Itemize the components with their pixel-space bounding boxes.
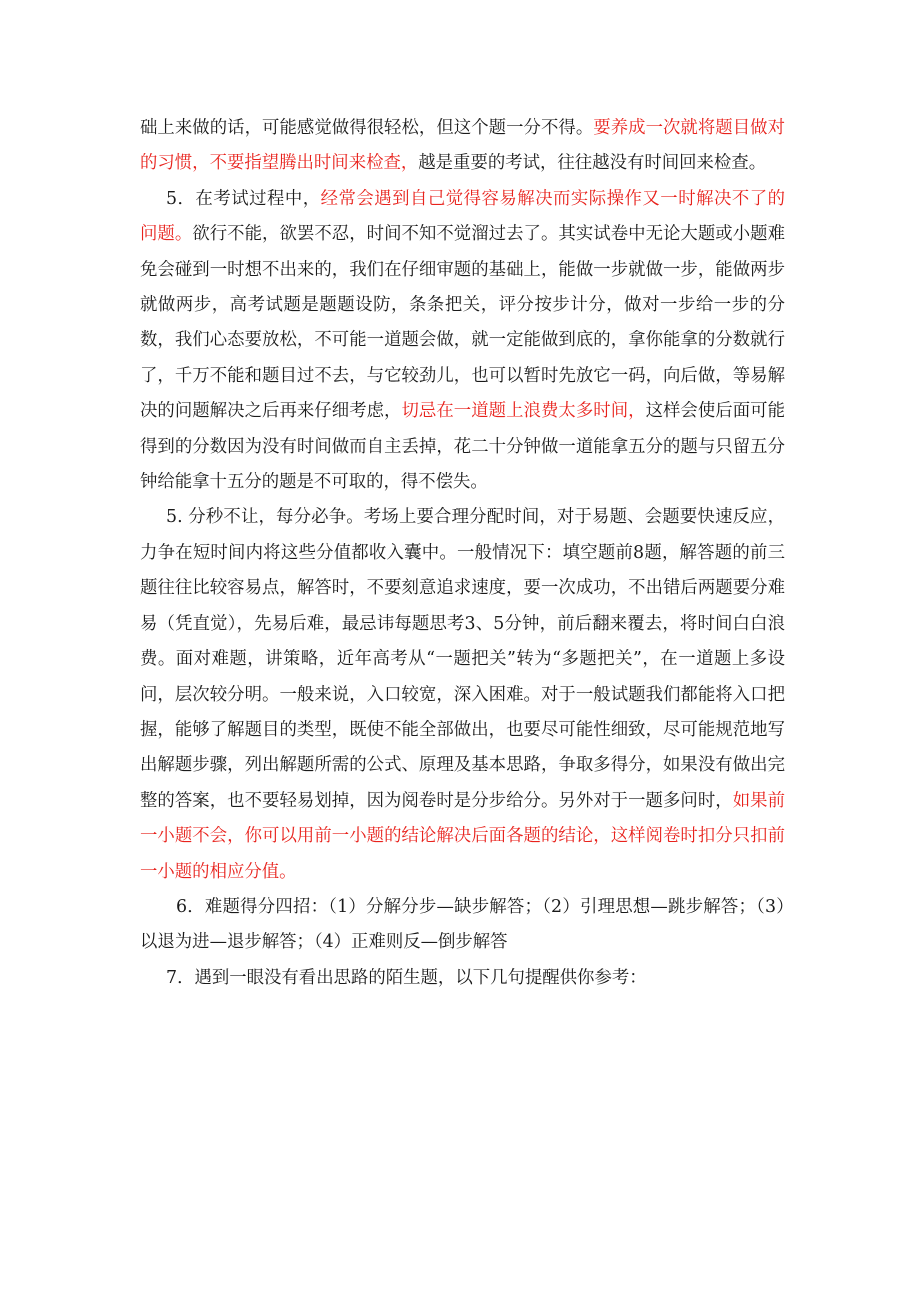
paragraph-item-6 — [140, 890, 785, 961]
text-run: 欲行不能，欲罢不忍，时间不知不觉溜过去了。其实试卷中无论大题或小题难免会碰到一时想不出来的，我们在仔细审题的基础上，能做一步就做一步，能做两步就做两步，高考试题是题题设防，条条把关，评分按步计分，做对一步给一步的分数，我们心态要放松，不可能一道题会做，就一定能做到底的，拿你能拿的分数就行了，千万不能和题目过不去，与它较劲儿，也可以暂时先放它一码，向后做，等易解决的问题解决之后再来仔细考虑， — [140, 224, 785, 422]
text-run: 础上来做的话，可能感觉做得很轻松，但这个题一分不得。 — [140, 118, 594, 138]
highlighted-text-run: 经常会遇到自己觉得容易解决而实际操作又一时解决不了的问题。 — [140, 188, 785, 245]
text-run: 这样会使后面可能得到的分数因为没有时间做而自主丢掉，花二十分钟做一道能拿五分的题与只留五分钟给能拿十五分的题是不可取的，得不偿失。 — [140, 401, 785, 493]
text-run: 7．遇到一眼没有看出思路的陌生题，以下几句提醒供你参考： — [166, 967, 647, 988]
highlighted-text-run: 如果前一小题不会，你可以用前一小题的结论解决后面各题的结论，这样阅卷时扣分只扣前一小题的相应分值。 — [140, 790, 785, 882]
highlighted-text-run: 要养成一次就将题目做对的习惯，不要指望腾出时间来检查， — [140, 118, 785, 174]
paragraph-item-7 — [140, 961, 785, 996]
text-run: 5. 分秒不让，每分必争。考场上要合理分配时间，对于易题、会题要快速反应，力争在短时间内将这些分值都收入囊中。一般情况下：填空题前8题，解答题的前三题往往比较容易点，解答时，不要刻意追求速度，要一次成功，不出错后两题要分难易（凭直觉），先易后难，最忌讳每题思考3、5分钟，前后翻来覆去，将时间白白浪费。面对难题，讲策略，近年高考从“一题把关”转为“多题把关”，在一道题上多设问，层次较分明。一般来说，入口较宽，深入困难。对于一般试题我们都能将入口把握，能够了解题目的类型，既使不能全部做出，也要尽可能性细致，尽可能规范地写出解题步骤，列出解题所需的公式、原理及基本思路，争取多得分，如果没有做出完整的答案，也不要轻易划掉，因为阅卷时是分步给分。另外对于一题多问时， — [140, 507, 785, 811]
document-body — [140, 111, 785, 996]
highlighted-text-run: 切忌在一道题上浪费太多时间， — [401, 401, 646, 422]
paragraph-item-5b — [140, 500, 785, 889]
paragraph-continuation — [140, 111, 785, 182]
text-run: 5．在考试过程中， — [166, 188, 321, 209]
text-run: 越是重要的考试，往往越没有时间回来检查。 — [418, 153, 767, 174]
text-run: 6．难题得分四招：（1）分解分步—缺步解答；（2）引理思想—跳步解答；（3）以退为进—退步解答；（4）正难则反—倒步解答 — [140, 896, 785, 953]
paragraph-item-5a — [140, 182, 785, 501]
